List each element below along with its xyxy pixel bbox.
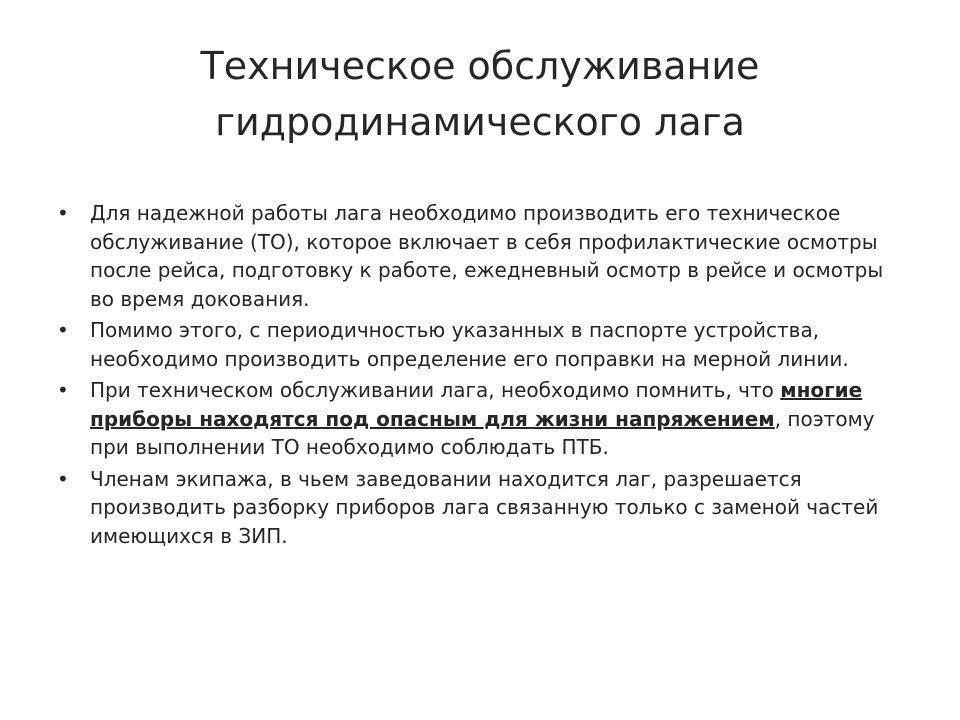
bullet-item-1: [90, 199, 890, 313]
bullet-text: Для надежной работы лага необходимо производить его техническое обслуживание (ТО), которое включает в себя профилактические осмотры после рейса, подготовку к работе, ежедневный осмотр в рейсе и осмотры во время докования.: [90, 201, 884, 311]
warning-emphasis: многие приборы находятся под опасным для жизни напряжением: [90, 378, 863, 431]
bullet-text-before: При техническом обслуживании лага, необходимо помнить, что: [90, 378, 781, 402]
bullet-item-3: [90, 376, 890, 462]
bullet-list: [90, 199, 890, 553]
bullet-text: Членам экипажа, в чьем заведовании находится лаг, разрешается производить разборку приборов лага связанную только с заменой частей имеющихся в ЗИП.: [90, 466, 879, 548]
bullet-item-4: [90, 465, 890, 551]
slide-title-line-2: гидродинамического лага: [215, 100, 745, 144]
slide-title-line-1: Техническое обслуживание: [200, 44, 760, 88]
bullet-text: Помимо этого, с периодичностью указанных в паспорте устройства, необходимо производить определение его поправки на мерной линии.: [90, 318, 849, 371]
slide-title: [60, 38, 900, 150]
bullet-item-2: [90, 316, 890, 373]
bullet-text-after: , поэтому при выполнении ТО необходимо соблюдать ПТБ.: [90, 406, 875, 459]
